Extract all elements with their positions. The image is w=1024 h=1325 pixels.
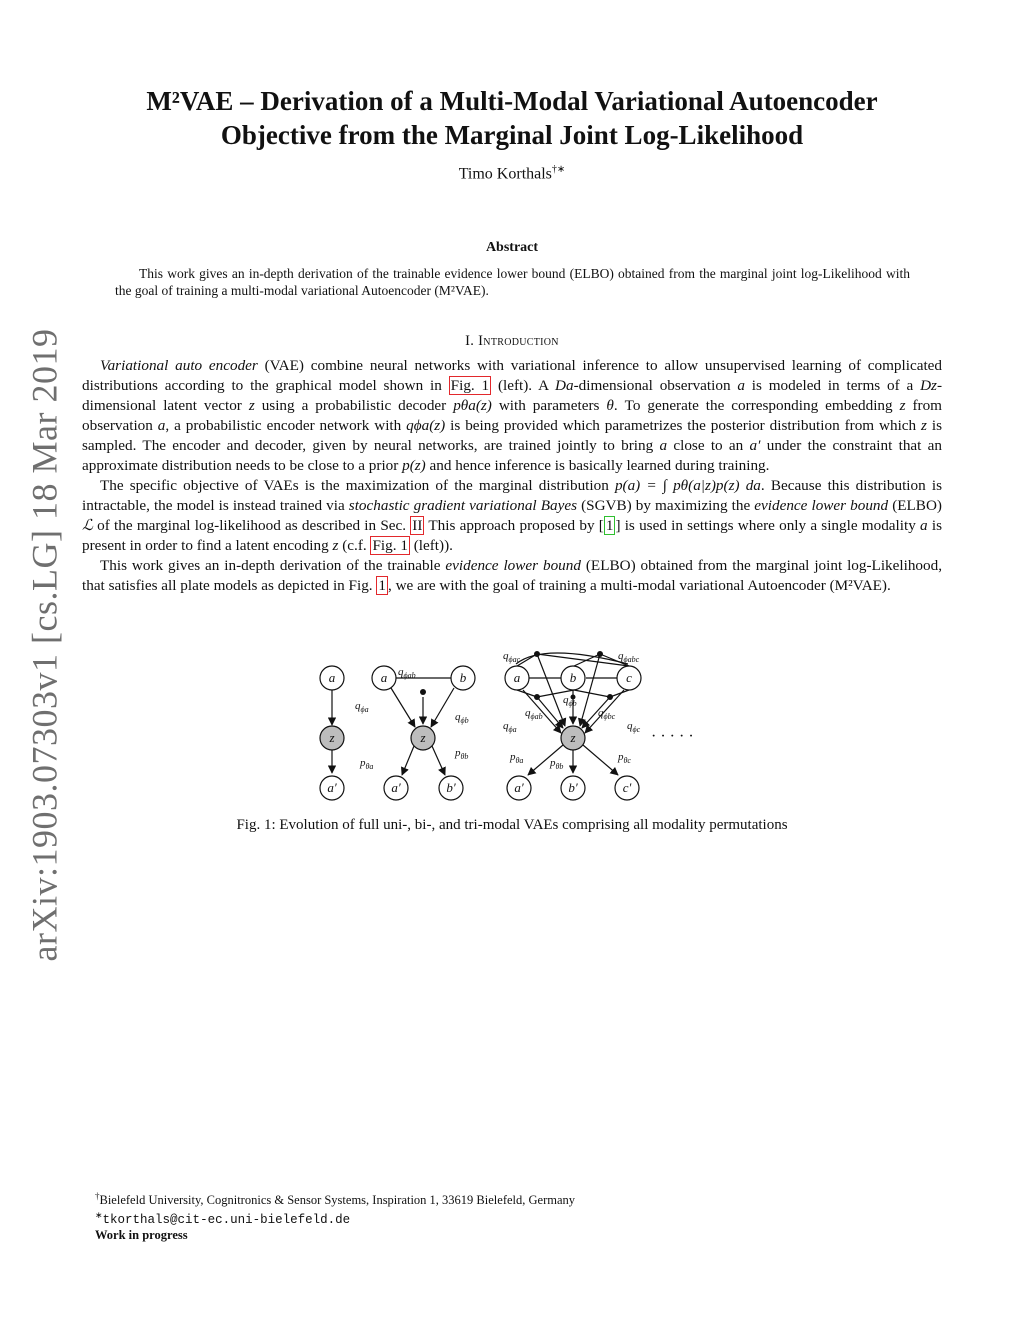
- author: [82, 164, 942, 183]
- text: ] is used in settings where only a single modality: [615, 517, 921, 534]
- math-decoder: pθa(z): [453, 397, 492, 414]
- label-q-phi-ab: $q_{\phi ab}$: [525, 707, 543, 721]
- math-elbo-symbol: ℒ: [82, 517, 93, 534]
- label-q-phi-a: $q_{\phi a}$: [503, 720, 517, 734]
- footnote-status: Work in progress: [95, 1228, 188, 1243]
- node-label-z: z: [420, 730, 426, 745]
- math-a: a: [920, 517, 928, 534]
- fig-ref-link[interactable]: 1: [378, 577, 386, 594]
- label-q-phi-c: $q_{\phi c}$: [627, 720, 641, 734]
- math-z: z: [248, 397, 255, 414]
- text: The specific objective of VAEs is the maximization of the marginal distribution: [100, 477, 615, 494]
- math-z: z: [899, 397, 906, 414]
- label-q-phi-bc: $q_{\phi bc}$: [598, 707, 616, 721]
- math-dz: Dz: [920, 377, 937, 394]
- math-z: z: [921, 417, 927, 434]
- text: is being provided which parametrizes the posterior distribution from which: [445, 417, 922, 434]
- section-ref-link[interactable]: II: [412, 517, 423, 534]
- math-theta: θ: [606, 397, 614, 414]
- label-q-phi-abc: $q_{\phi abc}$: [618, 650, 640, 664]
- paragraph-2: [82, 476, 942, 556]
- node-label-c: c: [626, 670, 632, 685]
- term-sgvb: stochastic gradient variational Bayes: [348, 497, 577, 514]
- math-marginal: p(a) = ∫ pθ(a|z)p(z) da: [614, 477, 761, 494]
- math-a-prime: a′: [749, 437, 761, 454]
- node-label-a: a: [513, 670, 521, 685]
- body-text: [82, 356, 942, 596]
- math-encoder: qϕa(z): [406, 417, 446, 434]
- math-da: Da: [555, 377, 574, 394]
- paragraph-3: [82, 556, 942, 596]
- text: This approach proposed by [: [424, 517, 604, 534]
- label-p-theta-b: $p_{\theta b}$: [550, 757, 564, 771]
- label-p-theta-a: $p_{\theta a}$: [360, 757, 374, 771]
- abstract-heading: Abstract: [485, 240, 539, 255]
- title-line-2: Objective from the Marginal Joint Log-Likelihood: [220, 120, 804, 150]
- text: , a probabilistic encoder network with: [165, 417, 407, 434]
- math-a: a: [157, 417, 166, 434]
- text: . To generate the corresponding embedding: [613, 397, 900, 414]
- text: of the marginal log-likelihood as described in Sec.: [92, 517, 411, 534]
- text: (c.f.: [338, 537, 371, 554]
- title-line-1: M²VAE – Derivation of a Multi-Modal Variational Autoencoder: [146, 86, 878, 116]
- node-label-z: z: [570, 730, 576, 745]
- email-text: tkorthals@cit-ec.uni-bielefeld.de: [102, 1213, 351, 1228]
- figure-ellipsis: · · · · ·: [651, 728, 694, 745]
- footnote-affiliation: [95, 1189, 575, 1208]
- text: (VAE) combine neural networks with variational inference to allow unsupervised learning of complicated distributions according to the graphical model shown in: [82, 357, 942, 394]
- affiliation-text: Bielefeld University, Cognitronics & Sensor Systems, Inspiration 1, 33619 Bielefeld, Germany: [99, 1193, 576, 1208]
- label-q-phi-b: $q_{\phi b}$: [563, 694, 577, 708]
- abstract-body: This work gives an in-depth derivation of the trainable evidence lower bound (ELBO) obtained from the marginal joint log-Likelihood with the goal of training a multi-modal variational Autoencoder (M²VAE).: [115, 266, 910, 298]
- node-label-a: a: [380, 670, 388, 685]
- arxiv-stamp-text: arXiv:1903.07303v1 [cs.LG] 18 Mar 2019: [24, 328, 64, 962]
- text: is present in order to find a latent encoding: [82, 517, 942, 554]
- section-title: Introduction: [478, 333, 559, 349]
- text: is modeled in terms of a: [744, 377, 921, 394]
- node-label-b: b: [459, 670, 467, 685]
- term-vae: Variational auto encoder: [100, 357, 258, 374]
- fig-ref-link[interactable]: Fig. 1: [372, 537, 408, 554]
- math-a: a: [737, 377, 745, 394]
- text: (left)).: [409, 537, 453, 554]
- text: -dimensional observation: [573, 377, 738, 394]
- affil-mark: †: [95, 1191, 100, 1201]
- node-label-b-prime: b′: [446, 780, 456, 795]
- figure-graphical-models: [300, 648, 720, 813]
- text: This work gives an in-depth derivation of the trainable: [100, 557, 446, 574]
- node-label-b-prime: b′: [568, 780, 578, 795]
- node-label-a-prime: a′: [514, 780, 524, 795]
- author-marks: †∗: [551, 164, 566, 175]
- label-q-phi-ab: $q_{\phi ab}$: [398, 666, 416, 680]
- email-mark: ∗: [95, 1210, 103, 1221]
- text: using a probabilistic decoder: [254, 397, 454, 414]
- figure-caption: Fig. 1: Evolution of full uni-, bi-, and tri-modal VAEs comprising all modality permutations: [236, 817, 788, 833]
- text: under the constraint that an approximate distribution needs to be close to a prior: [82, 437, 942, 474]
- section-number: I.: [465, 333, 475, 349]
- term-elbo: evidence lower bound: [754, 497, 889, 514]
- author-name: Timo Korthals: [458, 165, 552, 183]
- node-label-a-prime: a′: [391, 780, 401, 795]
- label-p-theta-c: $p_{\theta c}$: [618, 751, 631, 765]
- label-q-phi-a: $q_{\phi a}$: [355, 700, 369, 714]
- arxiv-stamp: [14, 328, 74, 962]
- text: , we are with the goal of training a multi-modal variational Autoencoder (M²VAE).: [388, 577, 891, 594]
- section-heading: [82, 333, 942, 350]
- node-label-a: a: [328, 670, 336, 685]
- text: close to an: [667, 437, 750, 454]
- paper-title: [82, 84, 942, 152]
- math-prior: p(z): [402, 457, 426, 474]
- node-label-a-prime: a′: [327, 780, 337, 795]
- footnote-email: [95, 1208, 575, 1228]
- node-label-z: z: [329, 730, 335, 745]
- text: . Because this distribution is intractable, the model is instead trained via: [82, 477, 942, 514]
- label-q-phi-b: $q_{\phi b}$: [455, 711, 469, 725]
- node-label-c-prime: c′: [622, 780, 632, 795]
- label-p-theta-a: $p_{\theta a}$: [510, 751, 524, 765]
- footnotes: [95, 1189, 575, 1243]
- label-q-phi-ac: $q_{\phi ac}$: [503, 650, 521, 664]
- text: (ELBO): [888, 497, 942, 514]
- math-z: z: [332, 537, 339, 554]
- text: from observation: [82, 397, 942, 434]
- text: is sampled. The encoder and decoder, given by neural networks, are trained jointly to bring: [82, 417, 943, 454]
- text: and hence inference is basically learned during training.: [425, 457, 770, 474]
- text: with parameters: [491, 397, 607, 414]
- node-label-b: b: [569, 670, 577, 685]
- text: (SGVB) by maximizing the: [577, 497, 755, 514]
- citation-link[interactable]: 1: [605, 517, 614, 534]
- paragraph-1: [82, 356, 942, 476]
- term-elbo: evidence lower bound: [445, 557, 581, 574]
- math-a: a: [659, 437, 668, 454]
- fig-ref-link[interactable]: Fig. 1: [450, 377, 490, 394]
- text: (ELBO) obtained from the marginal joint log-Likelihood, that satisfies all plate models as depicted in Fig.: [82, 557, 942, 594]
- label-p-theta-b: $p_{\theta b}$: [455, 747, 469, 761]
- text: (left). A: [491, 377, 556, 394]
- text: -dimensional latent vector: [82, 377, 943, 414]
